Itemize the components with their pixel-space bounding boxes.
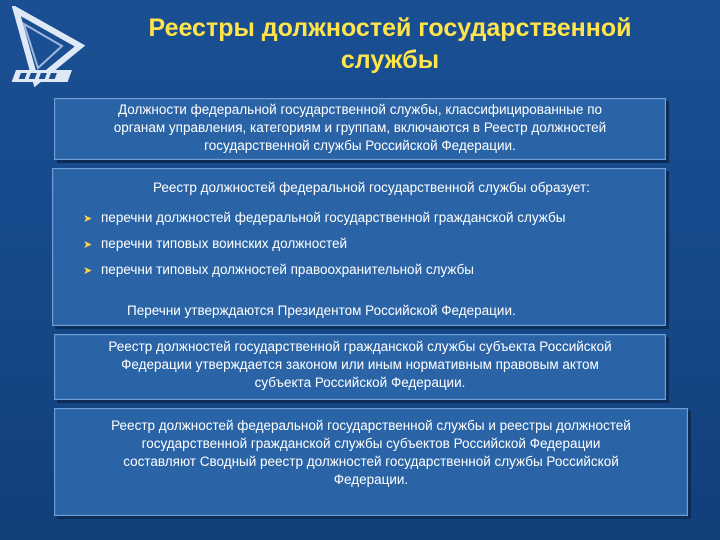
text-line: органам управления, категориям и группам, включаются в Реестр должностей — [113, 120, 607, 135]
info-box-consolidated-registry — [54, 408, 688, 516]
info-box-positions — [54, 98, 666, 160]
text-line: Должности федеральной государственной службы, классифицированные по — [117, 102, 603, 117]
title-line-1: Реестры должностей государственной — [148, 14, 632, 42]
registry-intro: Реестр должностей федеральной государственной службы образует: — [153, 180, 590, 195]
registry-footer: Перечни утверждаются Президентом Российской Федерации. — [127, 303, 516, 318]
arrow-bullet-icon: ➤ — [83, 239, 93, 251]
arrow-bullet-icon: ➤ — [83, 213, 93, 225]
text-line: Реестр должностей государственной гражданской службы субъекта Российской — [108, 339, 612, 354]
list-item-text: перечни должностей федеральной государственной гражданской службы — [101, 210, 566, 225]
info-box-registry-composition — [52, 168, 666, 326]
list-item-text: перечни типовых должностей правоохранительной службы — [101, 262, 475, 277]
info-box-subject-registry — [54, 334, 666, 400]
triangle-logo-icon — [10, 6, 92, 88]
text-line: Федерации утверждается законом или иным нормативным правовым актом — [121, 357, 599, 372]
list-item-text: перечни типовых воинских должностей — [101, 236, 348, 251]
list-item — [83, 209, 565, 228]
title-line-2: службы — [340, 46, 440, 74]
arrow-bullet-icon: ➤ — [83, 265, 93, 277]
text-line: Реестр должностей федеральной государственной службы и реестры должностей — [111, 418, 631, 433]
list-item — [83, 261, 474, 280]
text-line: Федерации. — [333, 472, 409, 487]
text-line: государственной гражданской службы субъектов Российской Федерации — [141, 436, 601, 451]
text-line: субъекта Российской Федерации. — [254, 375, 466, 390]
slide-title — [110, 12, 670, 76]
text-line: государственной службы Российской Федерации. — [204, 138, 516, 153]
list-item — [83, 235, 347, 254]
text-line: составляют Сводный реестр должностей государственной службы Российской — [123, 454, 619, 469]
